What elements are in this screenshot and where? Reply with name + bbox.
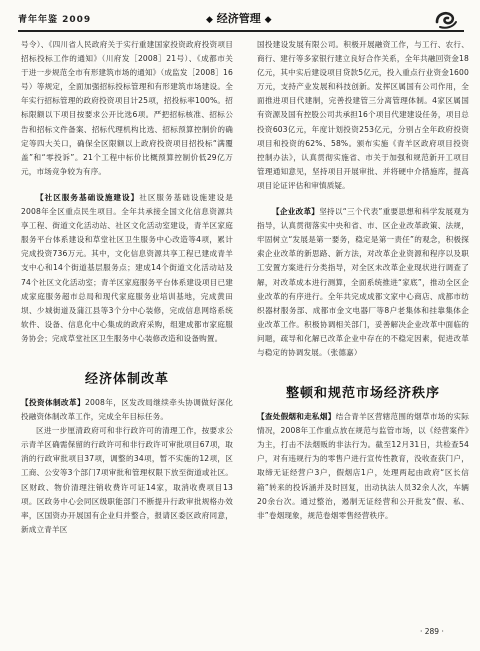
- entry-tag: 【投资体制改革】: [21, 397, 86, 407]
- paragraph: 国投建设发展有限公司。积极开展融资工作，与工行、农行、商行、建行等多家银行建立良好合作关系，全年共融回资金18亿元，其中实后建设项目贷款5亿元，投入重点行业资金1600万元，支持产业发展和科技创新。发挥区属国有公司作用，全面推进项目代建制，完善投建管三分离管理体制。4家区属国有资源及国有控股公司共承担16个项目代建建设任务，项目总投资603亿元，年度计划投资253亿元，分别占全年政府投资项目和投资的62%、58%。颁布实施《青羊区政府项目投资控制办法》，认真贯彻实施省、市关于加强和规范新开工项目管理通知意见，坚持项目开展审批、并将硬中介措施库，提高项目论证评估和审慎质疑。: [257, 40, 469, 190]
- entry-tag: 【企业改革】: [272, 207, 320, 217]
- right-column: [257, 38, 469, 523]
- paragraph: [21, 191, 233, 346]
- swirl-logo-icon: [434, 8, 458, 30]
- entry-tag: 【社区服务基础设施建设】: [36, 192, 140, 202]
- diamond-icon: ◆: [264, 15, 272, 25]
- entry-tag: 【查处假烟和走私烟】: [257, 412, 336, 422]
- header-rule: [18, 30, 464, 32]
- paragraph: 区进一步厘清政府可和非行政许可的清理工作，按要求公示青羊区确需保留的行政许可和非行政许可审批项目67项，取消的行政审批项目37项，调整的34项，暂不实施的12项，区工商、公安等3个部门7项审批和管理权限下放至街道或社区。区财政、物价清理注销收费许可证14家，取消收费项目13项。区政务中心会同区级职能部门不断提升行政审批规格办效率，区国资办开展国有企业归并整合，报请区委区政府同意，新成立青羊区: [21, 426, 233, 534]
- page-number: · 289 ·: [420, 627, 444, 636]
- paragraph: [21, 396, 233, 424]
- section-heading: 经济体制改革: [84, 371, 169, 387]
- paragraph-text: 结合青羊区营辖范围的烟草市场的实际情况，2008年工作重点放在规范与监管市场，以《经营案件》为主，打击不法烟贩的非法行为。截至12月31日，共检查54户，对有违规行为的零售户进行宣传性教育，没收查获门户，取缔无证经营户3户，假烟店1户，处理两起由政府“区长信箱”转来的投诉涵并及时回复，出动执法人员32余人次，车辆20余台次。通过整治，遏制无证经营和公开批发“假、私、非”卷烟现象，规范卷烟零售经营秩序。: [257, 412, 469, 520]
- paragraph-text: 社区服务基础设施建设是2008年全区重点民生项目。全年共承接全国文化信息资源共享工程、街道文化活动站、社区文化活动室建设，青羊区家庭服务平台体系建设和草堂社区卫生服务中心改造等4项，累计完成投资736万元。其中，文化信息资源共享工程已建成青羊支中心和14个街道基层服务点；建成14个街道文化活动站及74个社区文化活动室；青羊区家庭服务平台体系建设项目已建成家庭服务超市总局和现代家庭服务业培训基地，完成黄田坝、少城街道及蒲江县等3个分中心装修，完成信息网络系统软件、设备、信息化中心集成的政府采购，组建成都市家庭服务协会；完成草堂社区卫生服务中心装修改造和设备购置。: [21, 192, 233, 343]
- paragraph: [257, 410, 469, 523]
- yearbook-label: 青年年鉴 2009: [18, 15, 92, 25]
- paragraph: 号令）、《四川省人民政府关于实行重建国家投资政府投资项目招标投标工作的通知》（川府发［2008］21号）、《成都市关于进一步规范全市有形建筑市场的通知》（成监发［2008］16号）等规定，全面加强招标投标管理和有形建筑市场建设。全年实行招标管理的政府投资项目计25项，招投标率100%。招标限额以下项目按要求公开比选6项。严把招标核准、招标公告和招标文件备案、招标代理机构比选、招标预算控制价的确定等四大关口，确保全区限额以上政府投资项目招投标“满覆盖”和“零投诉”。21个工程中标价比概预算控制价低29亿万元，市场竞争较为有序。: [21, 40, 233, 176]
- paragraph: [257, 205, 469, 360]
- section-heading: 整顿和规范市场经济秩序: [285, 386, 440, 402]
- diamond-icon: ◆: [206, 15, 213, 25]
- left-column: [21, 38, 233, 537]
- paragraph-text: 坚持以“三个代表”重要思想和科学发展观为指导，认真贯彻落实中央和省、市、区企业改革政策、法规，牢固树立“发展是第一要务，稳定是第一责任”的观念，积极探索企业改革的新思路、新方法，对改革企业资源和程序以及职工安置方案进行分类指导，对全区未改革企业现状进行调查了解，对改革成本进行测算，全面系统推进“家底”，推动全区企业改革的有序进行。全年共完成成都文家中心商店、成都市纺织器材服务部、成都市金文电器厂等8户老集体和挂靠集体企业改革工作。积极协调相关部门，妥善解决企业改革中面临的问题，疏导和化解已改革企业中存在的不稳定因素，促进改革与稳定的协调发展。（张德嘉）: [257, 207, 469, 357]
- section-title: [206, 10, 272, 26]
- section-title-text: 经济管理: [216, 12, 261, 25]
- paragraph-text: 2008年，区发改局继续牵头协调做好深化投融资体制改革工作，完成全年目标任务。: [21, 397, 234, 422]
